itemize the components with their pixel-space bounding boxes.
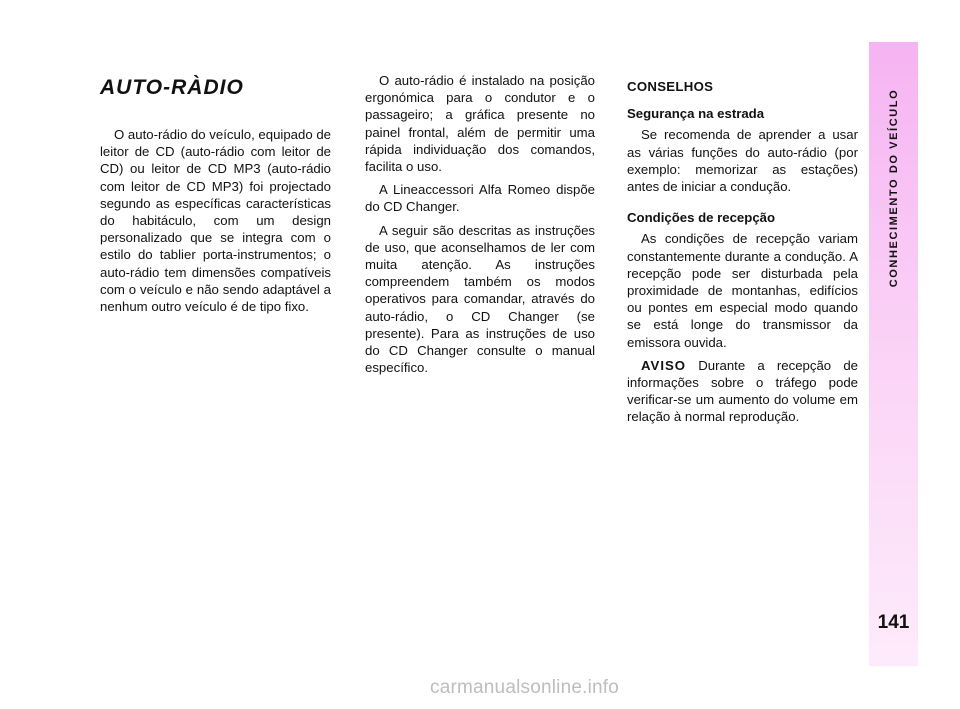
column-3 (627, 72, 858, 432)
subsection-title-safety: Segurança na estrada (627, 106, 765, 122)
paragraph: O auto-rádio é instalado na posição ergonómica para o condutor e o passageiro; a gráfica presente no painel frontal, além de permitir uma rápida individuação dos comandos, facilita o uso. (365, 73, 595, 175)
paragraph: Se recomenda de aprender a usar as várias funções do auto-rádio (por exemplo: memorizar as estações) antes de iniciar a condução. (627, 127, 858, 195)
column-2 (365, 72, 595, 382)
section-heading: CONSELHOS (627, 79, 714, 94)
chapter-label: CONHECIMENTO DO VEÍCULO (887, 88, 900, 288)
subsection-title-reception: Condições de recepção (627, 210, 776, 226)
paragraph: O auto-rádio do veículo, equipado de leitor de CD (auto-rádio com leitor de CD) ou leitor de CD MP3 (auto-rádio com leitor de CD MP3) foi projectado segundo as específicas características do habitáculo, com um design personalizado que se integra com o estilo do tablier porta-instrumentos; o auto-rádio tem dimensões compatíveis com o veículo e não sendo adaptável a nenhum outro veículo é de tipo fixo. (100, 127, 332, 315)
watermark: carmanualsonline.info (430, 677, 620, 698)
paragraph: As condições de recepção variam constantemente durante a condução. A recepção pode ser disturbada pela proximidade de montanhas, edifícios ou pontes em especial modo quando se está longe do transmissor da emissora ouvida. (627, 231, 858, 350)
paragraph: A seguir são descritas as instruções de uso, que aconselhamos de ler com muita atenção. As instruções compreendem também os modos operativos para comandar, através do auto-rádio, o CD Changer (se presente). Para as instruções de uso do CD Changer consulte o manual específico. (365, 222, 595, 376)
chapter-sidebar (869, 42, 918, 666)
warning-text: Durante a recepção de informações sobre o tráfego pode verificar-se um aumento do volume em relação à normal reprodução. (627, 357, 858, 425)
warning-label: AVISO (641, 357, 687, 373)
page-title: AUTO-RÀDIO (100, 76, 244, 99)
paragraph: A Lineaccessori Alfa Romeo dispõe do CD Changer. (365, 182, 595, 215)
warning-paragraph (627, 357, 858, 426)
page-number: 141 (877, 612, 910, 633)
